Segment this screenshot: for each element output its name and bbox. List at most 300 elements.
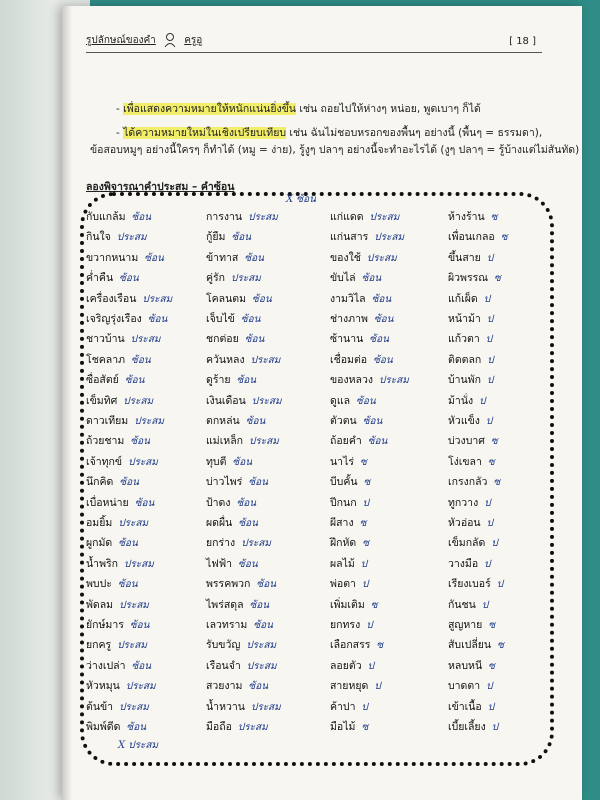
word-item (86, 677, 156, 697)
word-item (448, 575, 503, 595)
word-item (86, 616, 150, 636)
word-item (206, 657, 277, 677)
word-text: เข็มกลัด (448, 537, 486, 550)
handwritten-answer: ป (487, 354, 494, 366)
handwritten-answer: ประสม (246, 660, 277, 672)
handwritten-answer: ซ (361, 722, 369, 733)
word-text: การงาน (206, 211, 243, 223)
word-text: วางมือ (448, 557, 479, 570)
handwritten-answer: ประสม (142, 293, 173, 305)
word-text: บ่าวไพร่ (206, 476, 243, 489)
word-item (330, 228, 404, 248)
word-item (206, 290, 272, 310)
word-item (86, 290, 172, 310)
handwritten-answer: ซ (487, 456, 495, 468)
word-item (206, 555, 258, 575)
handwritten-answer: ประสม (237, 722, 268, 733)
word-text: ควันหลง (206, 353, 245, 366)
handwritten-answer: ประสม (379, 375, 409, 387)
word-item (330, 494, 369, 514)
section-title: ลองพิจารณาคำประสม – คำซ้อน (86, 181, 235, 193)
handwritten-answer: ซ (493, 477, 501, 489)
handwritten-answer: ประสม (246, 640, 277, 652)
word-item (206, 228, 251, 248)
word-item (206, 534, 271, 554)
word-item (86, 575, 138, 595)
handwritten-answer: ป (487, 701, 495, 713)
handwritten-answer: ประสม (369, 212, 400, 223)
word-item (448, 453, 495, 473)
header-author: ครูอู (184, 35, 203, 46)
word-item (330, 698, 368, 718)
word-item (330, 575, 368, 595)
handwritten-answer: ซ้อน (131, 354, 151, 366)
word-text: กู้ยืม (206, 231, 226, 244)
word-text: ดาวเทียม (86, 415, 129, 427)
word-item (448, 534, 498, 554)
word-item (330, 310, 394, 330)
word-item (330, 351, 393, 371)
word-text: ดูร้าย (206, 374, 231, 387)
word-text: คู่รัก (206, 272, 226, 285)
word-item (448, 290, 490, 310)
word-text: ผีสาง (330, 517, 354, 529)
word-item (206, 616, 273, 636)
handwritten-answer: ซ (359, 518, 367, 529)
word-text: ผูกมัด (86, 537, 113, 550)
word-item (448, 412, 492, 432)
word-text: เกรงกลัว (448, 476, 488, 489)
word-text: ชาวบ้าน (86, 333, 125, 346)
word-text: บ้านพัก (448, 374, 482, 387)
word-item (206, 494, 256, 514)
word-item (448, 555, 491, 575)
handwritten-answer: ซ้อน (129, 620, 150, 631)
word-text: เจริญรุ่งเรือง (86, 313, 142, 325)
handwritten-answer: ประสม (231, 273, 261, 285)
word-text: ถ้วยชาม (86, 435, 125, 448)
intro-line-1-text: เช่น ถอยไปให้ห่างๆ หน่อย, พูดเบาๆ ก็ได้ (295, 103, 481, 115)
word-item (86, 228, 147, 248)
handwritten-answer: ป (485, 334, 493, 346)
handwritten-answer: ป (361, 701, 368, 713)
word-item (448, 596, 488, 616)
word-item (206, 596, 269, 616)
handwritten-answer: ป (484, 497, 491, 509)
handwritten-answer: ประสม (249, 436, 279, 448)
handwritten-answer: ซ้อน (126, 722, 147, 733)
word-item (330, 371, 409, 391)
handwritten-answer: ประสม (128, 456, 158, 468)
word-text: พิมพ์ดีด (86, 721, 121, 733)
word-text: ลอยตัว (330, 659, 362, 672)
word-text: พัดลม (86, 598, 114, 611)
word-text: แก้เผ็ด (448, 292, 478, 305)
handwritten-answer: ป (361, 579, 369, 591)
word-item (86, 371, 144, 391)
word-item (86, 269, 139, 289)
word-text: ค่ำคืน (86, 272, 114, 285)
word-text: เข็มทิศ (86, 394, 118, 407)
word-item (448, 330, 492, 350)
word-item (330, 412, 382, 432)
word-text: ทุบตี (206, 455, 227, 468)
header-title: รูปลักษณ์ของคำ (86, 35, 156, 46)
word-text: พบปะ (86, 578, 112, 591)
word-item (86, 310, 167, 330)
word-item (86, 412, 164, 432)
word-text: ดูแล (330, 394, 351, 407)
running-header (86, 32, 202, 48)
handwritten-answer: ป (479, 395, 486, 407)
word-item (330, 473, 370, 493)
word-item (448, 228, 507, 248)
word-item (448, 494, 491, 514)
word-item (330, 677, 381, 697)
word-text: สูญหาย (448, 619, 483, 631)
word-item (86, 473, 139, 493)
word-item (206, 677, 268, 697)
word-text: ติดตลก (448, 353, 482, 366)
handwritten-answer: ซ้อน (130, 436, 150, 448)
word-text: ปีกนก (330, 496, 357, 509)
handwritten-answer: ป (362, 497, 369, 509)
word-text: เงินเดือน (206, 394, 246, 407)
highlighted-phrase-1: เพื่อแสดงความหมายให้หนักแน่นยิ่งขึ้น (123, 103, 296, 115)
word-text: ผดผื่น (206, 517, 233, 529)
word-item (206, 371, 256, 391)
handwritten-answer: ซ้อน (248, 477, 268, 489)
handwritten-answer: ป (374, 681, 381, 693)
word-text: หัวอ่อน (448, 517, 481, 529)
word-item (330, 636, 383, 656)
word-item (86, 330, 160, 350)
handwritten-answer: ป (486, 518, 493, 529)
handwritten-answer: ประสม (248, 212, 278, 223)
handwritten-answer: ซ้อน (245, 416, 266, 427)
handwritten-answer: ซ (362, 538, 370, 550)
handwritten-answer: ป (486, 681, 493, 693)
word-item (330, 453, 367, 473)
word-text: ผลไม้ (330, 557, 355, 570)
handwritten-answer: ซ้อน (231, 232, 252, 244)
word-text: มือถือ (206, 721, 232, 733)
handwritten-answer: ซ้อน (253, 620, 273, 631)
handwritten-answer: ซ (363, 477, 371, 489)
word-item (448, 208, 497, 228)
word-text: ข้าทาส (206, 251, 239, 264)
word-text: ว่างเปล่า (86, 659, 126, 672)
word-item (206, 432, 279, 452)
handwritten-answer: ซ้อน (232, 456, 253, 468)
handwritten-answer: ซ้อน (236, 375, 257, 387)
word-text: สายหยุด (330, 680, 369, 693)
handwritten-answer: ประสม (241, 538, 271, 550)
handwritten-answer: ป (491, 538, 498, 550)
handwritten-answer: ซ้อน (117, 579, 138, 591)
word-item (206, 575, 276, 595)
handwritten-answer: ซ้อน (371, 293, 392, 305)
word-text: ม้านั่ง (448, 394, 474, 407)
word-text: ยกทรง (330, 619, 361, 631)
word-text: เจ้าทุกข์ (86, 455, 123, 468)
word-text: นึกคิด (86, 476, 114, 489)
word-text: หัวแข็ง (448, 415, 480, 427)
handwritten-answer: ซ้อน (362, 416, 383, 427)
handwritten-answer: ซ้อน (256, 579, 277, 591)
word-item (86, 453, 158, 473)
word-item (330, 392, 376, 412)
word-text: โง่เขลา (448, 455, 482, 468)
handwritten-answer: ซ้อน (240, 314, 261, 325)
handwritten-answer: ประสม (366, 252, 397, 264)
word-item (330, 555, 367, 575)
word-item (86, 392, 153, 412)
word-text: เบื่อหน่าย (86, 496, 129, 509)
word-text: เพื่อนเกลอ (448, 231, 495, 244)
handwritten-answer: ซ (488, 620, 496, 631)
word-item (86, 494, 154, 514)
word-text: ยกครู (86, 639, 112, 652)
word-item (86, 555, 154, 575)
word-item (206, 514, 258, 534)
handwritten-answer: ป (360, 558, 368, 570)
handwritten-answer: ประสม (250, 701, 281, 713)
handwritten-answer: ประสม (134, 416, 164, 427)
handwritten-answer: ซ้อน (244, 252, 264, 264)
handwritten-answer: ซ้อน (373, 314, 394, 325)
word-text: เรียงเบอร์ (448, 578, 491, 591)
word-text: ฝึกหัด (330, 537, 357, 550)
word-text: รับขวัญ (206, 639, 241, 652)
word-item (330, 514, 366, 534)
handwritten-bottom-note: X ประสม (118, 740, 159, 751)
word-item (448, 249, 493, 269)
word-text: ถ้อยคำ (330, 435, 362, 448)
handwritten-answer: ป (491, 722, 499, 733)
word-item (448, 657, 495, 677)
word-item (330, 718, 368, 738)
handwritten-answer: ซ้อน (236, 497, 257, 509)
handwritten-answer: ป (484, 558, 491, 570)
word-item (206, 636, 276, 656)
word-item (448, 392, 485, 412)
handwritten-answer: ป (487, 375, 494, 387)
word-text: ทูกวาง (448, 496, 479, 509)
word-item (330, 330, 389, 350)
handwritten-answer: ซ้อน (249, 599, 270, 611)
handwritten-answer: ซ้อน (119, 273, 139, 285)
word-item (330, 290, 391, 310)
handwritten-answer: ซ้อน (244, 334, 265, 346)
handwritten-answer: ซ้อน (124, 375, 145, 387)
word-item (448, 514, 493, 534)
word-text: ต้นข้า (86, 700, 114, 713)
handwritten-answer: ซ้อน (147, 314, 168, 325)
word-item (206, 392, 282, 412)
word-text: พรรคพวก (206, 578, 251, 591)
word-text: เพิ่มเติม (330, 598, 365, 611)
word-text: มือไม้ (330, 721, 356, 733)
word-item (206, 351, 280, 371)
handwritten-answer: ซ (490, 212, 498, 223)
word-text: บ่วงบาศ (448, 435, 485, 448)
word-item (86, 514, 148, 534)
word-text: กินใจ (86, 231, 111, 244)
handwritten-answer: ป (485, 416, 493, 427)
handwritten-answer: ซ้อน (118, 538, 138, 550)
word-text: กับแกล้ม (86, 211, 126, 223)
handwritten-answer: ซ (360, 456, 367, 468)
handwritten-answer: ประสม (250, 354, 281, 366)
handwritten-answer: ประสม (117, 640, 147, 652)
handwritten-answer: ซ้อน (248, 681, 269, 693)
handwritten-answer: ซ (497, 640, 504, 652)
handwritten-answer: ประสม (124, 558, 154, 570)
word-text: ซื่อสัตย์ (86, 374, 119, 387)
word-text: แก่แดด (330, 211, 364, 223)
handwritten-answer: ประสม (123, 395, 154, 407)
handwritten-answer: ป (366, 620, 373, 631)
word-text: ผิวพรรณ (448, 272, 488, 285)
word-item (206, 330, 264, 350)
handwritten-answer: ซ้อน (373, 354, 393, 366)
word-text: ห้างร้าน (448, 211, 485, 223)
word-text: แม่เหล็ก (206, 435, 243, 448)
header-divider (86, 52, 542, 53)
word-item (330, 657, 374, 677)
handwritten-answer: ซ้อน (356, 395, 376, 407)
handwritten-answer: ซ (376, 640, 384, 652)
handwritten-answer: ประสม (119, 599, 149, 611)
handwritten-answer: ประสม (119, 701, 149, 713)
handwritten-answer: ซ้อน (131, 660, 152, 672)
word-text: ขึ้นสาย (448, 251, 481, 264)
word-item (86, 698, 149, 718)
word-item (206, 310, 261, 330)
word-item (330, 616, 373, 636)
word-item (448, 269, 501, 289)
word-text: หัวหมุน (86, 680, 120, 693)
page-fold-shadow (62, 6, 72, 800)
word-item (86, 534, 138, 554)
word-text: ป้าดง (206, 496, 231, 509)
handwritten-answer: ประสม (374, 232, 405, 244)
handwritten-answer: ซ (370, 599, 378, 611)
word-text: ของใช้ (330, 251, 361, 264)
word-text: บาดตา (448, 680, 481, 693)
word-item (86, 636, 147, 656)
handwritten-answer: ป (483, 293, 491, 305)
word-text: สับเปลี่ยน (448, 639, 492, 652)
word-item (86, 351, 151, 371)
word-text: แก่นสาร (330, 231, 369, 244)
handwritten-answer: ซ้อน (144, 252, 164, 264)
handwritten-answer: ป (481, 599, 489, 611)
word-item (330, 432, 387, 452)
handwritten-answer: ซ้อน (238, 518, 258, 529)
word-text: เลวทราม (206, 619, 248, 631)
word-item (206, 718, 268, 738)
word-text: ยักษ์มาร (86, 619, 124, 631)
intro-line-2: - ได้ความหมายใหม่ในเชิงเปรียบเทียบ เช่น ฉันไม่ชอบหรอกของพื้นๆ อย่างนี้ (พื้นๆ = ธรรมดา), (116, 127, 543, 139)
word-text: ไพร่สดุล (206, 598, 244, 611)
word-text: พ่อตา (330, 578, 356, 591)
word-text: แก้วตา (448, 333, 480, 346)
handwritten-answer: ประสม (118, 518, 149, 529)
word-text: น้ำพริก (86, 557, 118, 570)
word-item (86, 657, 151, 677)
word-text: ยกร่าง (206, 537, 236, 550)
word-text: กันชน (448, 598, 476, 611)
handwritten-answer: ซ (490, 436, 498, 448)
handwritten-answer: ซ้อน (369, 334, 389, 346)
word-text: ซ้านาน (330, 333, 364, 346)
handwritten-answer: ซ (494, 273, 501, 285)
word-text: เรือนจำ (206, 659, 241, 672)
handwritten-answer: ป (367, 660, 374, 672)
word-item (330, 249, 397, 269)
handwritten-answer: ซ้อน (361, 273, 382, 285)
word-text: หลบหนี (448, 659, 483, 672)
word-item (86, 208, 151, 228)
handwritten-answer: ประสม (125, 681, 156, 693)
word-text: งามวิไล (330, 292, 366, 305)
word-item (448, 351, 494, 371)
intro-line-1: - เพื่อแสดงความหมายให้หนักแน่นยิ่งขึ้น เช่น ถอยไปให้ห่างๆ หน่อย, พูดเบาๆ ก็ได้ (116, 103, 481, 115)
word-text: ไฟฟ้า (206, 557, 233, 570)
word-item (86, 249, 164, 269)
word-item (206, 412, 265, 432)
handwritten-answer: ซ้อน (252, 293, 272, 305)
word-text: หน้าม้า (448, 313, 481, 325)
word-item (448, 698, 494, 718)
handwritten-answer: ซ้อน (367, 436, 388, 448)
word-text: ชกต่อย (206, 333, 239, 346)
word-item (448, 371, 493, 391)
handwritten-answer: ซ (500, 232, 508, 244)
word-item (206, 698, 281, 718)
word-item (330, 596, 378, 616)
word-item (206, 269, 261, 289)
word-item (448, 473, 500, 493)
word-text: อมยิ้ม (86, 517, 113, 529)
handwritten-answer: ประสม (251, 395, 282, 407)
word-item (448, 718, 498, 738)
word-item (448, 616, 495, 636)
word-text: เชื่อมต่อ (330, 353, 368, 366)
word-text: ขวากหนาม (86, 251, 139, 264)
word-item (448, 432, 498, 452)
word-text: น้ำหวาน (206, 700, 245, 713)
word-item (206, 249, 264, 269)
handwritten-answer: ป (486, 314, 494, 325)
handwritten-answer: ป (496, 579, 504, 591)
word-text: เข้าเนื้อ (448, 700, 482, 713)
teacher-logo-icon (162, 32, 178, 48)
handwritten-answer: ป (486, 252, 494, 264)
word-text: สวยงาม (206, 680, 243, 693)
word-text: เลือกสรร (330, 639, 371, 652)
handwritten-answer: ซ้อน (131, 212, 152, 223)
word-text: โชคลาภ (86, 353, 126, 366)
word-item (206, 473, 268, 493)
word-item (448, 310, 493, 330)
word-item (206, 208, 278, 228)
word-item (206, 453, 252, 473)
word-text: บีบคั้น (330, 476, 358, 489)
handwritten-answer: ซ (488, 660, 495, 672)
